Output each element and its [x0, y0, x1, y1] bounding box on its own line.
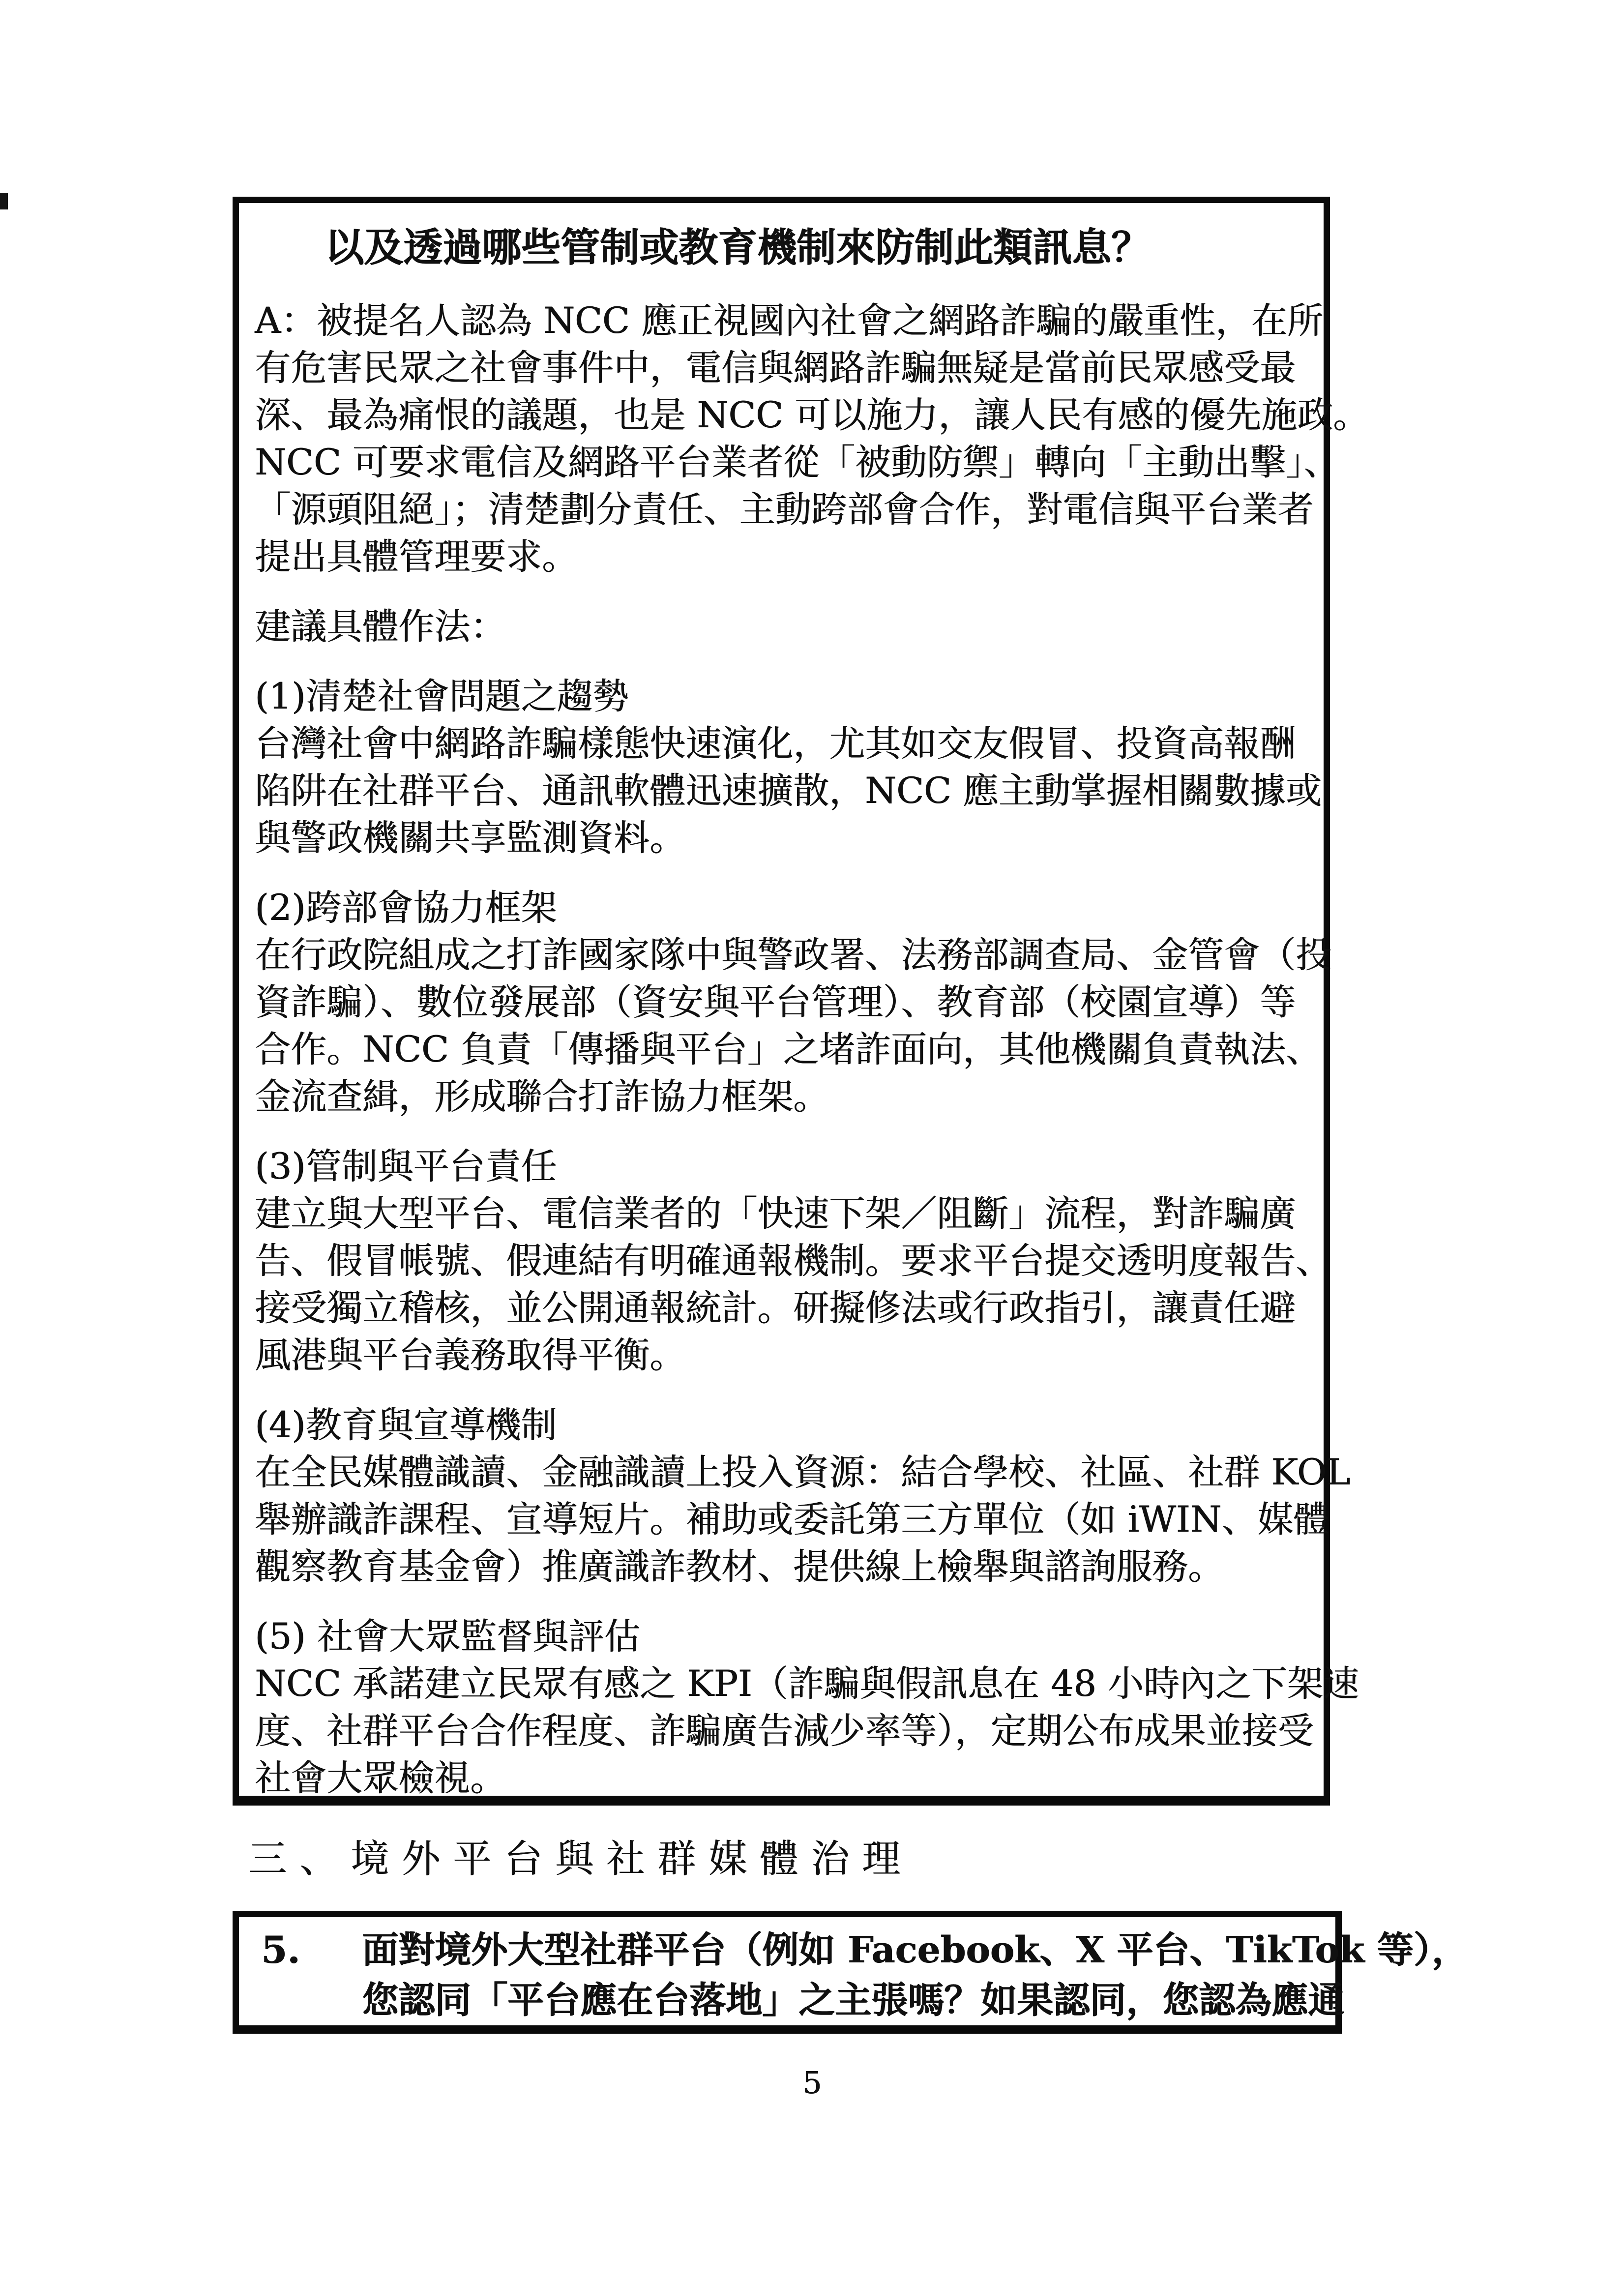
scan-edge-artifact: [0, 193, 8, 209]
answer-line: 在行政院組成之打詐國家隊中與警政署、法務部調查局、金管會（投: [255, 934, 1331, 976]
question-5-text: [362, 1925, 1468, 2025]
answer-text: [255, 297, 1369, 1802]
answer-line: 社會大眾檢視。: [255, 1757, 506, 1799]
answer-line: 舉辦識詐課程、宣導短片。補助或委託第三方單位（如 iWIN、媒體: [255, 1499, 1329, 1541]
answer-line: 風港與平台義務取得平衡。: [255, 1334, 685, 1376]
answer-line: 與警政機關共享監測資料。: [255, 817, 685, 859]
answer-line: 深、最為痛恨的議題，也是 NCC 可以施力，讓人民有感的優先施政。: [255, 394, 1369, 436]
answer-line: 「源頭阻絕」；清楚劃分責任、主動跨部會合作，對電信與平台業者: [255, 489, 1314, 531]
answer-line: 陷阱在社群平台、通訊軟體迅速擴散，NCC 應主動掌握相關數據或: [255, 770, 1322, 812]
answer-line: 有危害民眾之社會事件中，電信與網路詐騙無疑是當前民眾感受最: [255, 347, 1296, 389]
answer-line: NCC 承諾建立民眾有感之 KPI（詐騙與假訊息在 48 小時內之下架速: [255, 1663, 1359, 1705]
question-4-answer-box: [233, 197, 1369, 1806]
answer-paragraph: [255, 1143, 1331, 1379]
answer-line: 接受獨立稽核，並公開通報統計。研擬修法或行政指引，讓責任避: [255, 1287, 1296, 1329]
answer-line: (2)跨部會協力框架: [255, 887, 557, 929]
answer-paragraph: [255, 673, 1322, 862]
answer-line: 觀察教育基金會）推廣識詐教材、提供線上檢舉與諮詢服務。: [255, 1546, 1224, 1588]
answer-line: NCC 可要求電信及網路平台業者從「被動防禦」轉向「主動出擊」、: [255, 442, 1340, 483]
question-4-continued-title: 以及透過哪些管制或教育機制來防制此類訊息？: [325, 224, 1151, 270]
answer-line: 告、假冒帳號、假連結有明確通報機制。要求平台提交透明度報告、: [255, 1240, 1331, 1282]
answer-paragraph: [255, 885, 1331, 1121]
answer-paragraph: [255, 1402, 1351, 1591]
answer-paragraph: [255, 297, 1369, 581]
answer-line: (1)清楚社會問題之趨勢: [255, 676, 629, 717]
answer-line: 建立與大型平台、電信業者的「快速下架／阻斷」流程，對詐騙廣: [255, 1193, 1296, 1235]
answer-line: 在全民媒體識讀、金融識讀上投入資源：結合學校、社區、社群 KOL: [255, 1452, 1351, 1493]
answer-paragraph: [255, 1613, 1359, 1802]
answer-line: (4)教育與宣導機制: [255, 1404, 557, 1446]
answer-line: 度、社群平台合作程度、詐騙廣告減少率等），定期公布成果並接受: [255, 1710, 1314, 1752]
answer-line: 資詐騙）、數位發展部（資安與平台管理）、教育部（校園宣導）等: [255, 981, 1296, 1023]
question-5-number: 5.: [261, 1928, 300, 1972]
question-5-line: 面對境外大型社群平台（例如 Facebook、X 平台、TikTok 等），: [362, 1929, 1468, 1971]
answer-paragraph: [255, 603, 1306, 651]
answer-line: (3)管制與平台責任: [255, 1146, 557, 1187]
answer-line: 建議具體作法：: [255, 606, 506, 648]
answer-line: 合作。NCC 負責「傳播與平台」之堵詐面向，其他機關負責執法、: [255, 1029, 1322, 1070]
page-number: 5: [802, 2065, 822, 2101]
question-5-line: 您認同「平台應在台落地」之主張嗎？如果認同，您認為應通: [362, 1979, 1344, 2021]
answer-line: 金流查緝，形成聯合打詐協力框架。: [255, 1076, 829, 1118]
answer-line: (5) 社會大眾監督與評估: [255, 1616, 640, 1658]
answer-line: 台灣社會中網路詐騙樣態快速演化，尤其如交友假冒、投資高報酬: [255, 723, 1296, 765]
answer-line: A：被提名人認為 NCC 應正視國內社會之網路詐騙的嚴重性，在所: [255, 300, 1323, 342]
answer-line: 提出具體管理要求。: [255, 536, 578, 578]
question-5-box: [233, 1911, 1468, 2034]
section-3-heading: 三、境外平台與社群媒體治理: [248, 1837, 914, 1881]
